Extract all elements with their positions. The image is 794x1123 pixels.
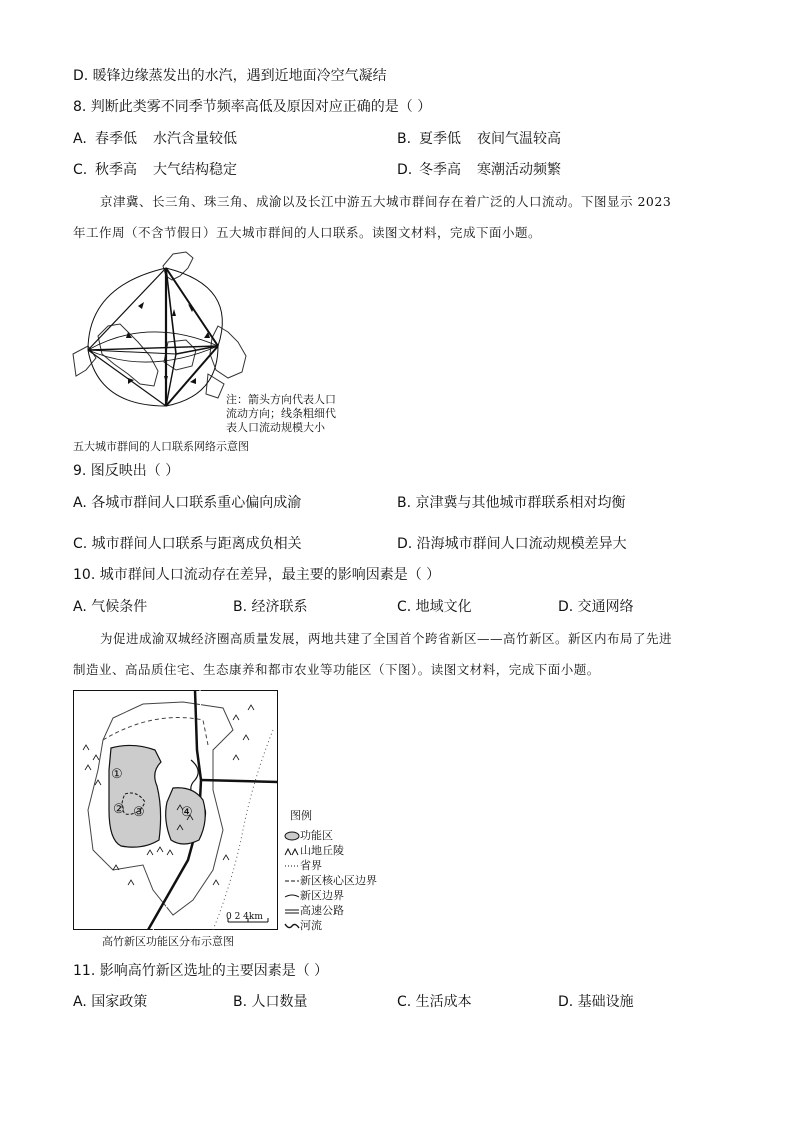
- hill-icon: [284, 846, 300, 856]
- option-reason: 大气结构稳定: [153, 162, 237, 178]
- q8-option-d: [397, 161, 561, 179]
- q9-option-a: A. 各城市群间人口联系重心偏向成渝: [73, 495, 302, 511]
- zone-swatch-icon: [284, 831, 300, 841]
- option-reason: 寒潮活动频繁: [477, 162, 561, 178]
- zone-label-4: ④: [181, 805, 193, 820]
- legend-label: 功能区: [300, 829, 333, 842]
- legend-label: 河流: [300, 919, 322, 932]
- fig2-caption: 高竹新区功能区分布示意图: [102, 935, 234, 948]
- legend-item-district: [284, 887, 344, 903]
- q10-option-d: D. 交通网络: [558, 599, 634, 615]
- passage1-line1: 京津冀、长三角、珠三角、成渝以及长江中游五大城市群间存在着广泛的人口流动。下图显示 2023: [100, 194, 672, 209]
- q10-stem: 10. 城市群间人口流动存在差异，最主要的影响因素是（ ）: [73, 567, 441, 583]
- legend-item-highway: [284, 902, 344, 918]
- district-boundary-icon: [284, 891, 300, 901]
- legend-label: 新区核心区边界: [300, 874, 377, 887]
- q9-option-d: D. 沿海城市群间人口流动规模差异大: [397, 536, 627, 552]
- province-border-icon: [284, 861, 300, 871]
- option-reason: 夜间气温较高: [477, 131, 561, 147]
- passage1-line2: 年工作周（不含节假日）五大城市群间的人口联系。读图文材料，完成下面小题。: [73, 225, 542, 240]
- q8-stem: 8. 判断此类雾不同季节频率高低及原因对应正确的是（ ）: [73, 99, 432, 115]
- q11-option-d: D. 基础设施: [558, 994, 634, 1010]
- q11-option-c: C. 生活成本: [397, 994, 472, 1010]
- legend-label: 省界: [300, 859, 322, 872]
- zone-label-2: ②: [113, 802, 125, 817]
- option-label: B.: [397, 131, 412, 147]
- q11-option-a: A. 国家政策: [73, 994, 148, 1010]
- option-season: 秋季高: [95, 162, 137, 178]
- legend-item-river: [284, 917, 322, 933]
- legend-label: 高速公路: [300, 904, 344, 917]
- option-label: A.: [73, 131, 87, 147]
- highway-icon: [284, 906, 300, 916]
- q8-option-c: [73, 161, 237, 179]
- q10-option-a: A. 气候条件: [73, 599, 148, 615]
- option-reason: 水汽含量较低: [153, 131, 237, 147]
- q9-stem: 9. 图反映出（ ）: [73, 463, 180, 479]
- q8-option-b: [397, 130, 561, 148]
- q10-option-b: B. 经济联系: [233, 599, 308, 615]
- core-boundary-icon: [284, 876, 300, 886]
- legend-label: 新区边界: [300, 889, 344, 902]
- fig1-caption: 五大城市群间的人口联系网络示意图: [73, 440, 249, 453]
- legend-item-zone: [284, 827, 333, 843]
- option-season: 冬季高: [419, 162, 461, 178]
- fig1-note-line2: 流动方向；线条粗细代: [226, 407, 336, 420]
- q7-option-d: D. 暖锋边缘蒸发出的水汽，遇到近地面冷空气凝结: [73, 68, 387, 84]
- q10-option-c: C. 地域文化: [397, 599, 472, 615]
- network-lines: [88, 268, 222, 406]
- passage2-line1: 为促进成渝双城经济圈高质量发展，两地共建了全国首个跨省新区——高竹新区。新区内布局了先进: [100, 631, 673, 646]
- legend-item-core: [284, 872, 377, 888]
- q9-option-c: C. 城市群间人口联系与距离成负相关: [73, 536, 302, 552]
- river-icon: [284, 921, 300, 931]
- legend-item-province: [284, 857, 322, 873]
- option-label: D.: [397, 162, 413, 178]
- q8-option-a: [73, 130, 237, 148]
- scale-label: 0 2 4km: [226, 912, 263, 922]
- q11-option-b: B. 人口数量: [233, 994, 308, 1010]
- gaozhu-zone-map: [73, 690, 278, 930]
- q9-option-b: B. 京津冀与其他城市群联系相对均衡: [397, 495, 626, 511]
- fig1-note-line1: 注：箭头方向代表人口: [226, 393, 336, 406]
- legend-item-hills: [284, 842, 344, 858]
- option-season: 夏季低: [419, 131, 461, 147]
- passage2-line2: 制造业、高品质住宅、生态康养和都市农业等功能区（下图）。读图文材料，完成下面小题。: [73, 662, 600, 677]
- fig1-note-line3: 表人口流动规模大小: [226, 421, 325, 434]
- legend-title: 图例: [290, 809, 312, 822]
- option-label: C.: [73, 162, 88, 178]
- q11-stem: 11. 影响高竹新区选址的主要因素是（ ）: [73, 963, 329, 979]
- zone-label-1: ①: [111, 767, 123, 782]
- legend-label: 山地丘陵: [300, 844, 344, 857]
- zone-label-3: ③: [133, 805, 145, 820]
- option-season: 春季低: [95, 131, 137, 147]
